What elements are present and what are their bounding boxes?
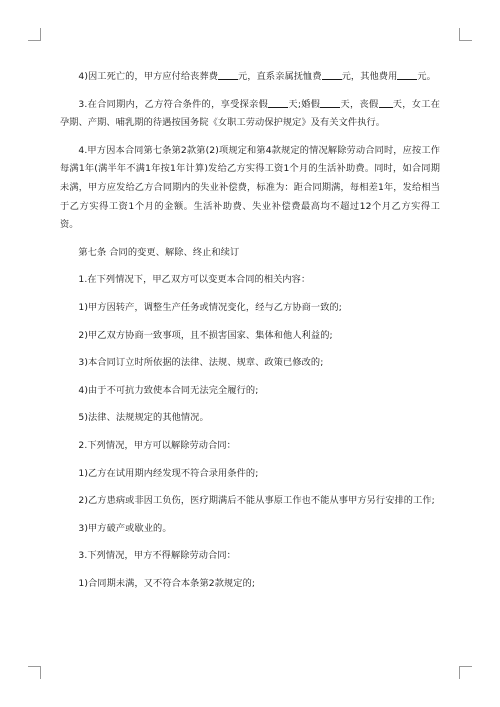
paragraph-change-conditions: 1.在下列情况下，甲乙双方可以变更本合同的相关内容： [78,274,311,286]
text-segment: 天;婚假 [288,98,321,110]
crop-mark-top-left [28,28,41,41]
list-item: 1)甲方因转产，调整生产任务或情况变化，经与乙方协商一致的; [78,301,342,313]
paragraph-funeral-expenses [60,68,440,87]
document-page [60,68,440,602]
fill-blank-pension-fee[interactable] [322,68,342,80]
paragraph-leave [60,96,440,133]
text-segment: 天，丧假 [340,98,379,110]
paragraph-termination-compensation: 4.甲方因本合同第七条第2款第(2)项规定和第4款规定的情况解除劳动合同时，应按工作每满1年(满半年不满1年按1年计算)发给乙方实得工资1个月的生活补助费。同时，如合同期未满，甲方应发给乙方合同期内的失业补偿费，标准为：距合同期满，每相差1年，发给相当于乙方实得工资1个月的金额。生活补助费、失业补偿费最高均不超过12个月乙方实得工资。 [60,144,440,231]
list-item: 1)合同期未满，又不符合本条第2款规定的; [78,577,256,589]
text-segment: 元，直系亲属抚恤费 [238,71,322,82]
text-segment: 3.在合同期内，乙方符合条件的，享受探亲假 [78,98,269,110]
list-item: 4)由于不可抗力致使本合同无法完全履行的; [78,384,259,396]
fill-blank-funeral-fee[interactable] [218,68,238,80]
fill-blank-funeral-leave-days[interactable] [379,96,393,108]
text-segment: 元，其他费用 [341,71,398,82]
list-item: 5)法律、法规规定的其他情况。 [78,412,209,424]
text-segment: 4)因工死亡的，甲方应付给丧葬费 [78,71,219,82]
crop-mark-top-right [459,28,472,41]
list-item: 2)乙方患病或非因工负伤，医疗期满后不能从事原工作也不能从事甲方另行安排的工作; [78,495,435,507]
list-item: 2)甲乙双方协商一致事项，且不损害国家、集体和他人利益的; [78,329,333,341]
text-segment: 元。 [417,71,436,82]
paragraph-termination-prohibited: 3.下列情况，甲方不得解除劳动合同： [78,550,236,562]
crop-mark-bottom-left [28,666,41,679]
list-item: 3)本合同订立时所依据的法律、法规、规章、政策已修改的; [78,357,324,369]
fill-blank-home-leave-days[interactable] [268,96,288,108]
list-item: 3)甲方破产或歇业的。 [78,522,172,534]
list-item: 1)乙方在试用期内经发现不符合录用条件的; [78,467,259,479]
article-seven-heading: 第七条 合同的变更、解除、终止和续订 [78,246,240,258]
text-segment: 天，女工在孕期、产期、哺乳期的待遇按国务院《女职工劳动保护规定》及有关文件执行。 [60,98,441,129]
fill-blank-other-fee[interactable] [397,68,417,80]
paragraph-employer-termination: 2.下列情况，甲方可以解除劳动合同： [78,439,236,451]
crop-mark-bottom-right [459,666,472,679]
fill-blank-marriage-leave-days[interactable] [320,96,340,108]
